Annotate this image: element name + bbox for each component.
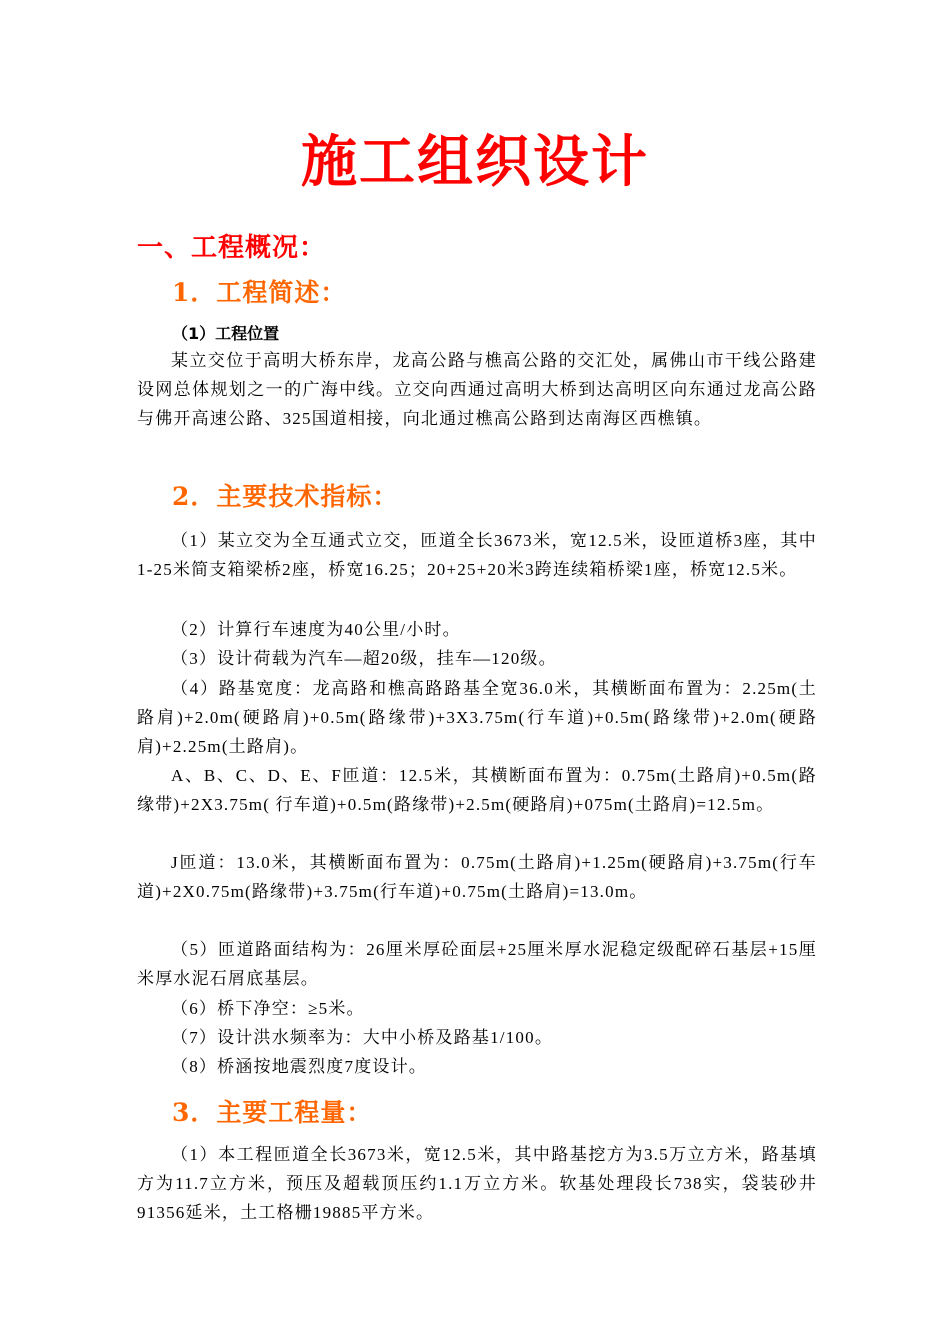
subsection-heading-quantities: 3．主要工程量： <box>172 1098 373 1127</box>
paragraph-quantities-1: （1）本工程匝道全长3673米，宽12.5米，其中路基挖方为3.5万立方米，路基填方为11.7立方米，预压及超载顶压约1.1万立方米。软基处理段长738实，袋装砂井91356延米，土工格栅19885平方米。 <box>137 1145 817 1222</box>
document-title: 施工组织设计 <box>301 130 649 195</box>
paragraph-indicator-4: （4）路基宽度：龙高路和樵高路路基全宽36.0米，其横断面布置为：2.25m(土路肩)+2.0m(硬路肩)+0.5m(路缘带)+3X3.75m(行车道)+0.5m(路缘带)+2.0m(硬路肩)+2.25m(土路肩)。 <box>137 679 817 756</box>
item-heading-location: （1）工程位置 <box>172 324 280 343</box>
paragraph-indicator-1: （1）某立交为全互通式立交，匝道全长3673米，宽12.5米，设匝道桥3座，其中1-25米简支箱梁桥2座，桥宽16.25；20+25+20米3跨连续箱桥梁1座，桥宽12.5米。 <box>137 531 817 579</box>
section-heading-overview: 一、工程概况： <box>137 233 327 263</box>
subsection-heading-summary: 1．工程简述： <box>172 278 347 307</box>
paragraph-indicator-6: （6）桥下净空：≥5米。 <box>171 999 365 1018</box>
paragraph-ramps-af: A、B、C、D、E、F匝道：12.5米，其横断面布置为：0.75m(土路肩)+0.5m(路缘带)+2X3.75m( 行车道)+0.5m(路缘带)+2.5m(硬路肩)+075m(土路肩)=12.5m。 <box>137 766 817 814</box>
paragraph-indicator-5: （5）匝道路面结构为：26厘米厚砼面层+25厘米厚水泥稳定级配碎石基层+15厘米厚水泥石屑底基层。 <box>137 940 817 988</box>
paragraph-indicator-8: （8）桥涵按地震烈度7度设计。 <box>171 1057 427 1076</box>
paragraph-indicator-2: （2）计算行车速度为40公里/小时。 <box>171 620 461 639</box>
paragraph-indicator-3: （3）设计荷载为汽车—超20级，挂车—120级。 <box>171 649 557 668</box>
paragraph-location: 某立交位于高明大桥东岸，龙高公路与樵高公路的交汇处，属佛山市干线公路建设网总体规划之一的广海中线。立交向西通过高明大桥到达高明区向东通过龙高公路与佛开高速公路、325国道相接，向北通过樵高公路到达南海区西樵镇。 <box>137 351 817 428</box>
paragraph-indicator-7: （7）设计洪水频率为：大中小桥及路基1/100。 <box>171 1028 554 1047</box>
subsection-heading-technical-indicators: 2．主要技术指标： <box>172 482 399 511</box>
paragraph-ramp-j: J匝道：13.0米，其横断面布置为：0.75m(土路肩)+1.25m(硬路肩)+3.75m(行车道)+2X0.75m(路缘带)+3.75m(行车道)+0.75m(土路肩)=13.0m。 <box>137 853 817 901</box>
